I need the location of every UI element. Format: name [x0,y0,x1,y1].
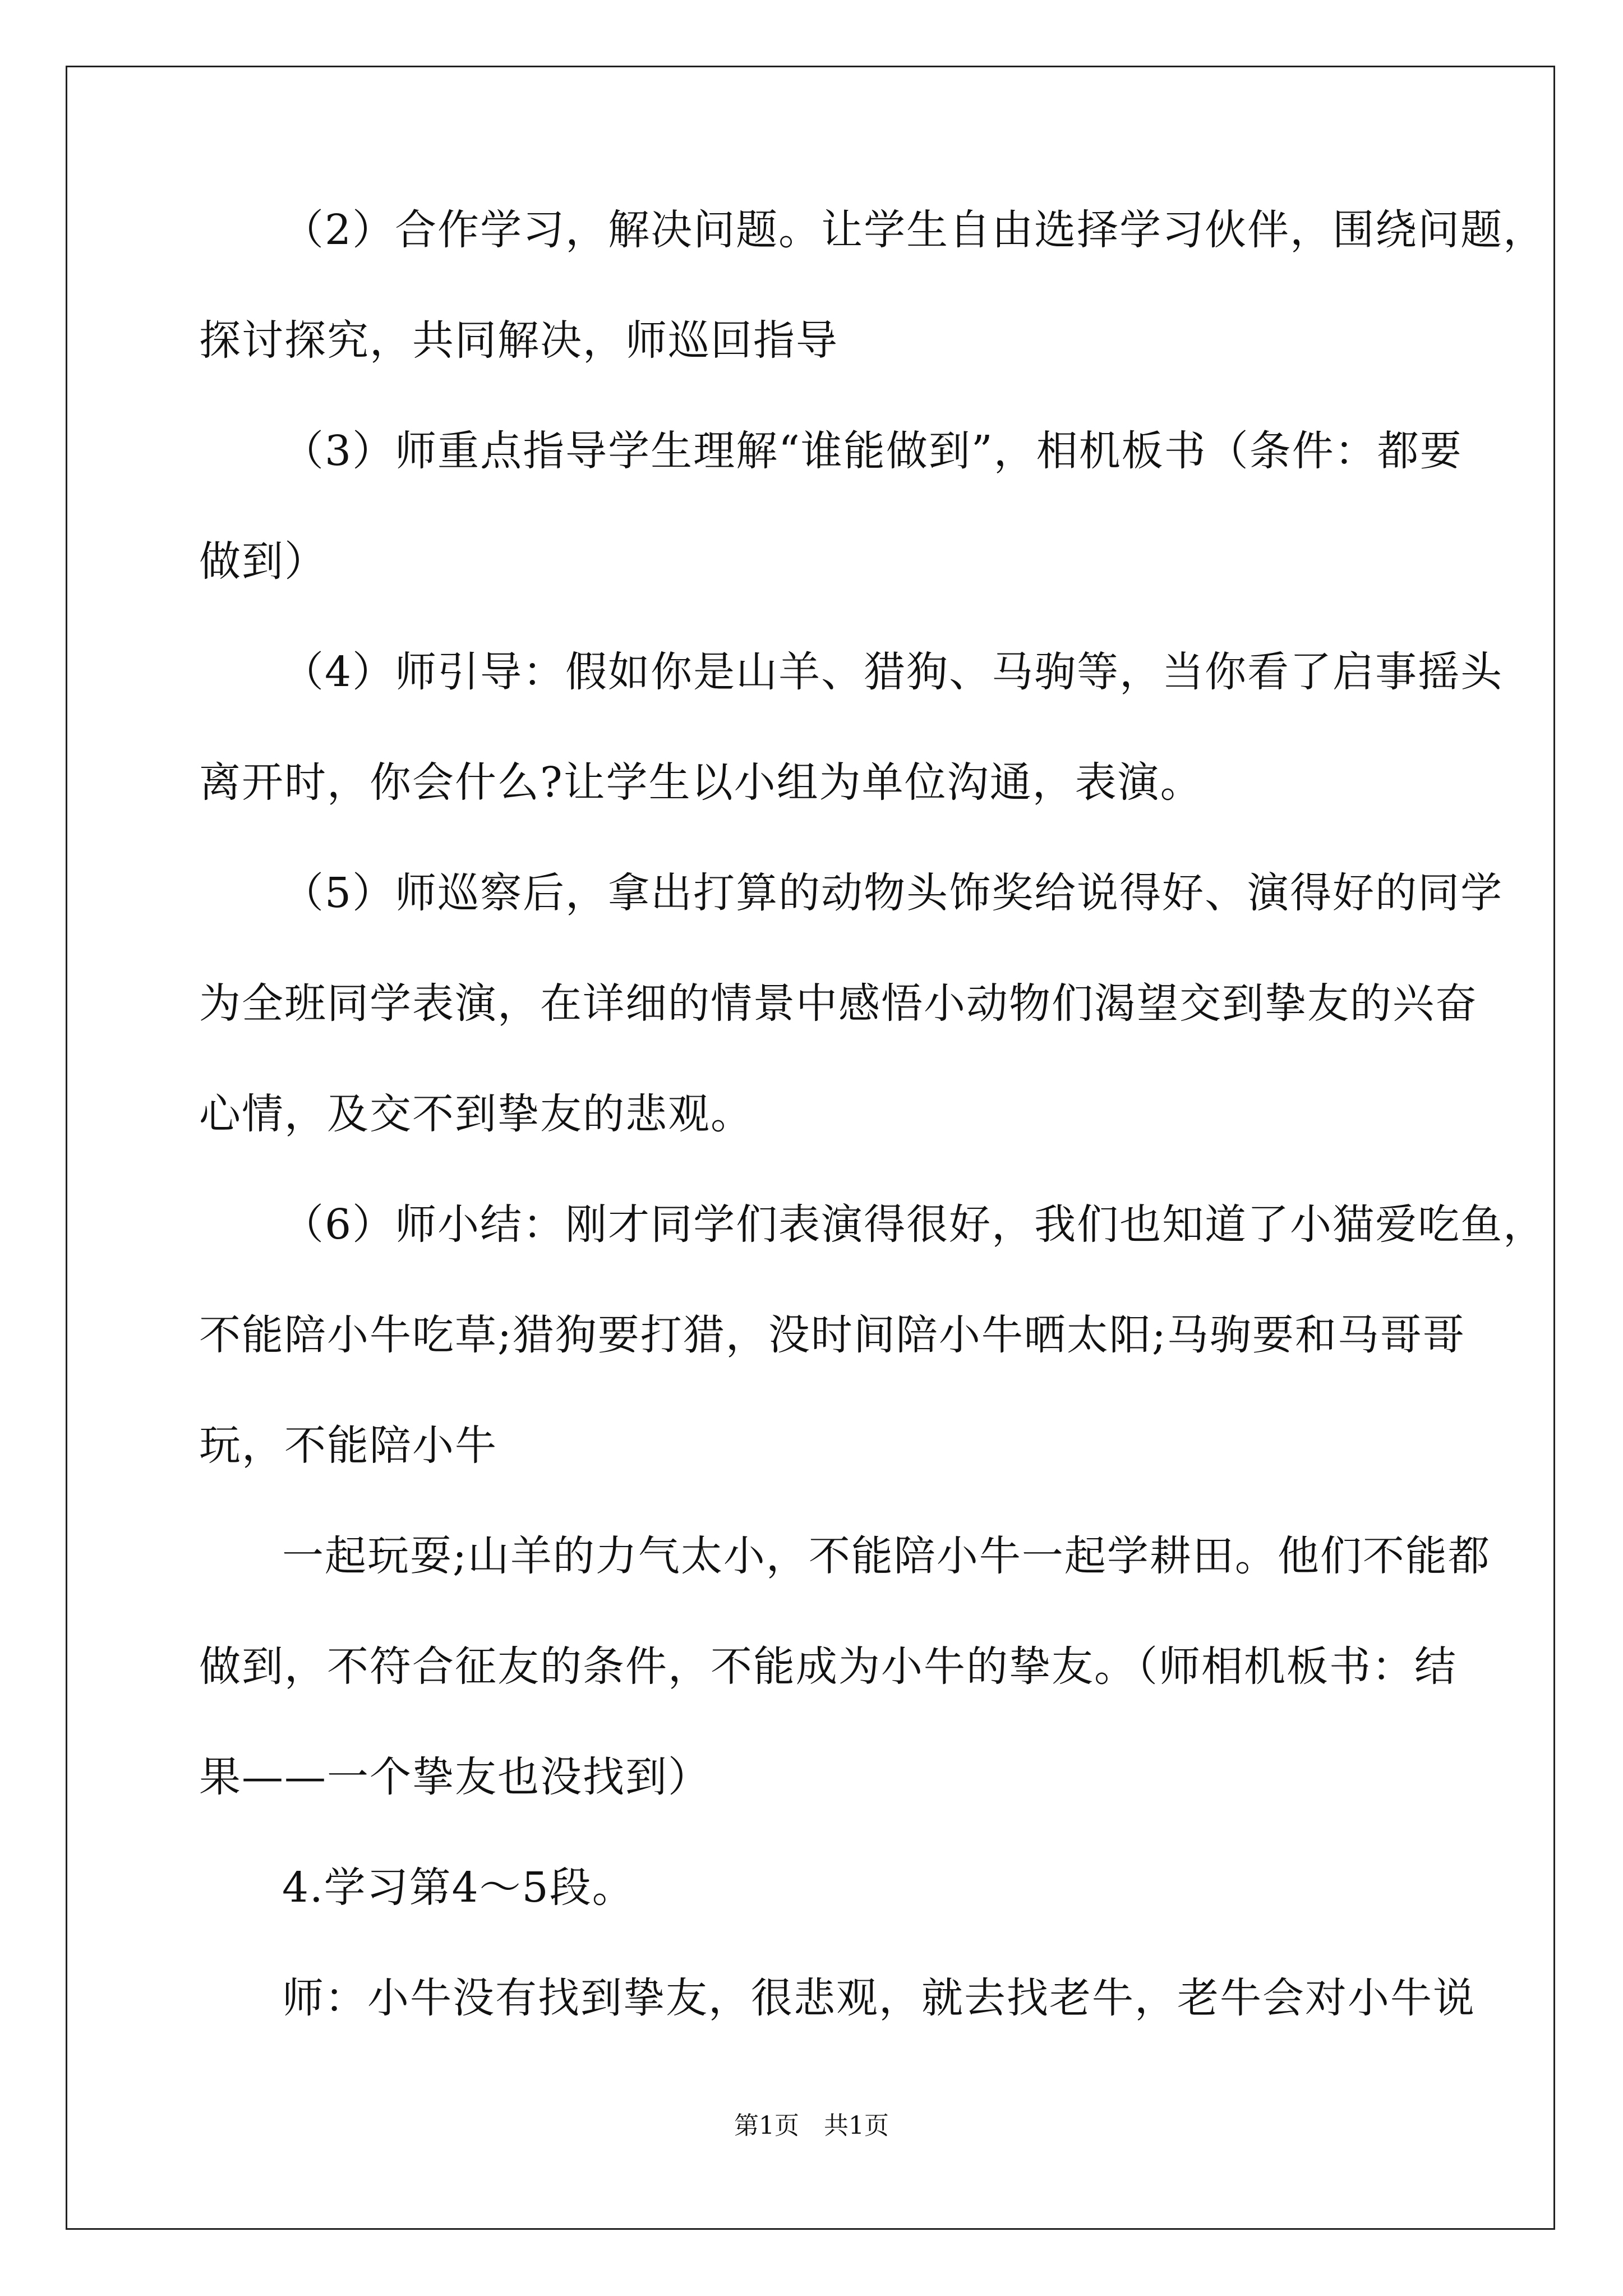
page-footer: 第1页 共1页 [734,2111,889,2140]
paragraph-line: （5）师巡察后，拿出打算的动物头饰奖给说得好、演得好的同学 [282,869,1504,917]
paragraph-line: 玩，不能陪小牛 [199,1421,497,1470]
paragraph-line: 做到） [199,537,327,586]
paragraph-line: 果——一个挚友也没找到） [199,1753,711,1801]
paragraph-line: 做到，不符合征友的条件，不能成为小牛的挚友。（师相机板书：结 [199,1642,1457,1691]
paragraph-line: （3）师重点指导学生理解“谁能做到”，相机板书（条件：都要 [282,427,1463,475]
paragraph-line: 不能陪小牛吃草;猎狗要打猎，没时间陪小牛晒太阳;马驹要和马哥哥 [199,1311,1465,1359]
paragraph-line: 师：小牛没有找到挚友，很悲观，就去找老牛，老牛会对小牛说 [282,1974,1476,2022]
paragraph-line: 探讨探究，共同解决，师巡回指导 [199,316,838,365]
section-heading: 4.学习第4～5段。 [282,1864,635,1912]
paragraph-line: （6）师小结：刚才同学们表演得很好，我们也知道了小猫爱吃鱼， [282,1200,1546,1249]
paragraph-line: （4）师引导：假如你是山羊、猎狗、马驹等，当你看了启事摇头 [282,648,1504,696]
paragraph-line: 为全班同学表演，在详细的情景中感悟小动物们渴望交到挚友的兴奋 [199,979,1478,1028]
paragraph-line: 心情，及交不到挚友的悲观。 [199,1090,753,1138]
paragraph-line: 一起玩耍;山羊的力气太小，不能陪小牛一起学耕田。他们不能都 [282,1532,1491,1580]
paragraph-line: （2）合作学习，解决问题。让学生自由选择学习伙伴，围绕问题， [282,206,1546,254]
paragraph-line: 离开时，你会什么?让学生以小组为单位沟通，表演。 [199,758,1203,807]
